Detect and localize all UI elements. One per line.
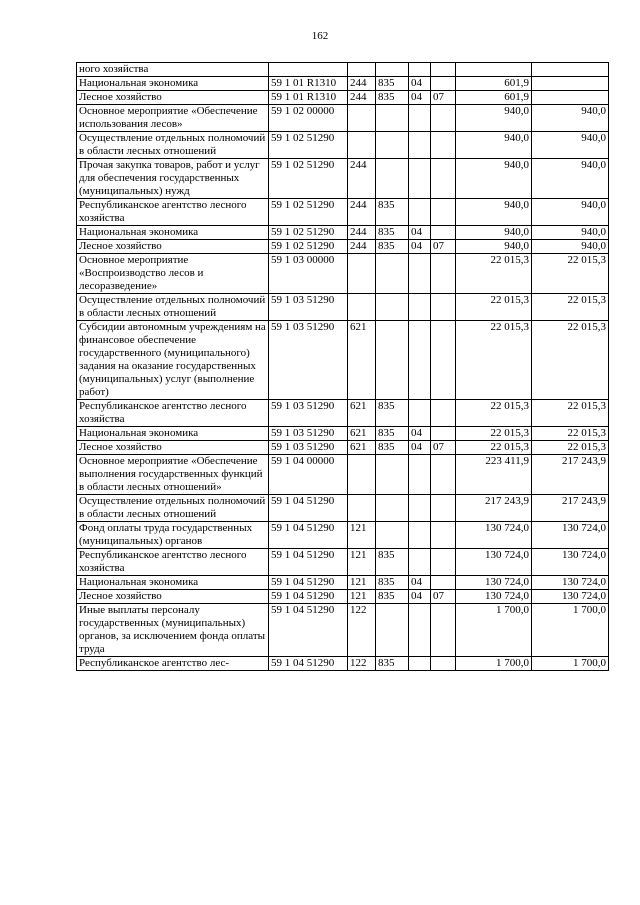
cell-subsection	[431, 294, 456, 321]
cell-name: Субсидии автономным учреждениям на финансовое обеспечение государственного (муниципального) задания на оказание государственных (муниципальных) услуг (выполнение работ)	[77, 321, 269, 400]
cell-department: 835	[376, 400, 409, 427]
cell-target-code: 59 1 02 51290	[269, 159, 348, 199]
cell-expense-type: 621	[348, 400, 376, 427]
cell-section	[409, 604, 431, 657]
cell-target-code: 59 1 02 51290	[269, 199, 348, 226]
cell-department: 835	[376, 77, 409, 91]
cell-name: Национальная экономика	[77, 77, 269, 91]
cell-name: Республиканское агентство лесного хозяйства	[77, 199, 269, 226]
cell-section	[409, 294, 431, 321]
table-row	[77, 590, 609, 604]
cell-name: Национальная экономика	[77, 576, 269, 590]
cell-section: 04	[409, 226, 431, 240]
cell-subsection	[431, 427, 456, 441]
cell-subsection	[431, 226, 456, 240]
cell-department: 835	[376, 91, 409, 105]
cell-expense-type: 122	[348, 657, 376, 671]
cell-expense-type	[348, 495, 376, 522]
table-row	[77, 77, 609, 91]
cell-amount-1: 22 015,3	[456, 321, 532, 400]
cell-name: Национальная экономика	[77, 226, 269, 240]
table-row	[77, 240, 609, 254]
cell-amount-1: 940,0	[456, 226, 532, 240]
cell-amount-2: 22 015,3	[532, 400, 609, 427]
cell-target-code: 59 1 04 51290	[269, 590, 348, 604]
cell-amount-2: 940,0	[532, 240, 609, 254]
table-row	[77, 604, 609, 657]
table-row	[77, 321, 609, 400]
cell-expense-type: 121	[348, 549, 376, 576]
cell-subsection: 07	[431, 441, 456, 455]
cell-amount-2	[532, 63, 609, 77]
cell-department: 835	[376, 199, 409, 226]
cell-section	[409, 549, 431, 576]
cell-subsection	[431, 400, 456, 427]
table-row	[77, 657, 609, 671]
cell-amount-1: 130 724,0	[456, 590, 532, 604]
cell-name: Осуществление отдельных полномочий в области лесных отношений	[77, 294, 269, 321]
cell-name: Республиканское агентство лесного хозяйства	[77, 549, 269, 576]
cell-target-code: 59 1 02 51290	[269, 240, 348, 254]
cell-subsection: 07	[431, 91, 456, 105]
cell-department	[376, 294, 409, 321]
cell-name: Фонд оплаты труда государственных (муниципальных) органов	[77, 522, 269, 549]
cell-department: 835	[376, 590, 409, 604]
table-row	[77, 226, 609, 240]
cell-target-code: 59 1 03 51290	[269, 427, 348, 441]
cell-amount-1: 130 724,0	[456, 549, 532, 576]
cell-section: 04	[409, 240, 431, 254]
cell-department	[376, 159, 409, 199]
cell-subsection	[431, 576, 456, 590]
cell-section	[409, 657, 431, 671]
cell-amount-2: 130 724,0	[532, 549, 609, 576]
cell-section	[409, 199, 431, 226]
cell-target-code: 59 1 04 51290	[269, 657, 348, 671]
table-row	[77, 495, 609, 522]
cell-name: Лесное хозяйство	[77, 590, 269, 604]
cell-amount-2: 1 700,0	[532, 657, 609, 671]
cell-amount-1: 940,0	[456, 240, 532, 254]
cell-target-code: 59 1 03 51290	[269, 441, 348, 455]
cell-section	[409, 455, 431, 495]
cell-section	[409, 159, 431, 199]
cell-target-code: 59 1 04 00000	[269, 455, 348, 495]
cell-expense-type: 244	[348, 199, 376, 226]
cell-section: 04	[409, 590, 431, 604]
cell-amount-2: 130 724,0	[532, 576, 609, 590]
cell-name: Осуществление отдельных полномочий в области лесных отношений	[77, 495, 269, 522]
cell-subsection	[431, 657, 456, 671]
cell-target-code: 59 1 02 51290	[269, 226, 348, 240]
cell-department	[376, 132, 409, 159]
cell-amount-2: 22 015,3	[532, 254, 609, 294]
cell-target-code: 59 1 04 51290	[269, 549, 348, 576]
cell-expense-type: 621	[348, 427, 376, 441]
cell-subsection	[431, 495, 456, 522]
cell-department: 835	[376, 226, 409, 240]
cell-expense-type: 121	[348, 522, 376, 549]
cell-amount-1: 940,0	[456, 159, 532, 199]
cell-expense-type	[348, 132, 376, 159]
cell-name: Основное мероприятие «Воспроизводство лесов и лесоразведение»	[77, 254, 269, 294]
cell-name: Республиканское агентство лесного хозяйства	[77, 400, 269, 427]
cell-subsection	[431, 132, 456, 159]
cell-department: 835	[376, 549, 409, 576]
cell-target-code: 59 1 03 51290	[269, 321, 348, 400]
table-row	[77, 427, 609, 441]
cell-target-code: 59 1 02 51290	[269, 132, 348, 159]
table-row	[77, 132, 609, 159]
cell-expense-type: 244	[348, 159, 376, 199]
cell-name: Республиканское агентство лес-	[77, 657, 269, 671]
cell-department	[376, 455, 409, 495]
cell-name: Прочая закупка товаров, работ и услуг для обеспечения государственных (муниципальных) нужд	[77, 159, 269, 199]
cell-amount-1: 601,9	[456, 91, 532, 105]
cell-amount-2: 940,0	[532, 159, 609, 199]
cell-amount-1: 22 015,3	[456, 400, 532, 427]
cell-target-code: 59 1 04 51290	[269, 604, 348, 657]
cell-expense-type: 122	[348, 604, 376, 657]
cell-amount-2: 130 724,0	[532, 590, 609, 604]
cell-amount-1: 130 724,0	[456, 522, 532, 549]
cell-subsection	[431, 549, 456, 576]
cell-name: Иные выплаты персоналу государственных (муниципальных) органов, за исключением фонда оплаты труда	[77, 604, 269, 657]
cell-expense-type: 621	[348, 321, 376, 400]
cell-target-code: 59 1 04 51290	[269, 495, 348, 522]
cell-expense-type	[348, 63, 376, 77]
cell-name: Основное мероприятие «Обеспечение выполнения государственных функций в области лесных отношений»	[77, 455, 269, 495]
cell-amount-1: 22 015,3	[456, 427, 532, 441]
cell-section: 04	[409, 91, 431, 105]
cell-target-code: 59 1 04 51290	[269, 576, 348, 590]
cell-department: 835	[376, 576, 409, 590]
cell-amount-2: 1 700,0	[532, 604, 609, 657]
cell-amount-2: 22 015,3	[532, 427, 609, 441]
cell-target-code: 59 1 02 00000	[269, 105, 348, 132]
cell-amount-2: 22 015,3	[532, 441, 609, 455]
cell-amount-2	[532, 77, 609, 91]
cell-section: 04	[409, 427, 431, 441]
cell-subsection	[431, 63, 456, 77]
cell-expense-type: 244	[348, 226, 376, 240]
cell-amount-2	[532, 91, 609, 105]
cell-expense-type: 621	[348, 441, 376, 455]
cell-amount-1: 940,0	[456, 132, 532, 159]
cell-subsection	[431, 77, 456, 91]
table-row	[77, 522, 609, 549]
budget-table	[76, 62, 609, 671]
table-row	[77, 105, 609, 132]
cell-subsection	[431, 199, 456, 226]
table-row	[77, 63, 609, 77]
cell-expense-type: 244	[348, 91, 376, 105]
cell-amount-2: 130 724,0	[532, 522, 609, 549]
cell-amount-2: 940,0	[532, 105, 609, 132]
cell-amount-1: 22 015,3	[456, 254, 532, 294]
cell-amount-2: 940,0	[532, 226, 609, 240]
cell-department: 835	[376, 441, 409, 455]
cell-section	[409, 132, 431, 159]
cell-section	[409, 254, 431, 294]
cell-target-code: 59 1 04 51290	[269, 522, 348, 549]
cell-expense-type	[348, 455, 376, 495]
cell-subsection: 07	[431, 590, 456, 604]
cell-target-code: 59 1 01 R1310	[269, 77, 348, 91]
table-row	[77, 441, 609, 455]
cell-department	[376, 254, 409, 294]
cell-amount-2: 22 015,3	[532, 321, 609, 400]
table-row	[77, 400, 609, 427]
cell-department	[376, 321, 409, 400]
page-number: 162	[311, 30, 329, 42]
cell-amount-1: 601,9	[456, 77, 532, 91]
cell-subsection	[431, 321, 456, 400]
cell-department	[376, 604, 409, 657]
cell-expense-type	[348, 254, 376, 294]
cell-department	[376, 495, 409, 522]
cell-subsection	[431, 455, 456, 495]
cell-subsection	[431, 105, 456, 132]
cell-department	[376, 63, 409, 77]
cell-name: Национальная экономика	[77, 427, 269, 441]
cell-subsection	[431, 522, 456, 549]
cell-amount-1: 223 411,9	[456, 455, 532, 495]
cell-name: ного хозяйства	[77, 63, 269, 77]
cell-department	[376, 522, 409, 549]
cell-target-code: 59 1 03 51290	[269, 294, 348, 321]
cell-section	[409, 495, 431, 522]
cell-expense-type	[348, 105, 376, 132]
cell-department: 835	[376, 657, 409, 671]
cell-amount-1: 940,0	[456, 105, 532, 132]
cell-subsection	[431, 254, 456, 294]
table-row	[77, 91, 609, 105]
cell-name: Лесное хозяйство	[77, 91, 269, 105]
cell-amount-2: 217 243,9	[532, 455, 609, 495]
cell-amount-1: 130 724,0	[456, 576, 532, 590]
table-row	[77, 199, 609, 226]
cell-amount-1	[456, 63, 532, 77]
cell-amount-2: 940,0	[532, 132, 609, 159]
cell-expense-type: 121	[348, 576, 376, 590]
cell-target-code: 59 1 03 51290	[269, 400, 348, 427]
cell-section	[409, 105, 431, 132]
table-body	[77, 63, 609, 671]
cell-section	[409, 400, 431, 427]
cell-target-code	[269, 63, 348, 77]
cell-name: Осуществление отдельных полномочий в области лесных отношений	[77, 132, 269, 159]
cell-amount-1: 1 700,0	[456, 604, 532, 657]
table-row	[77, 455, 609, 495]
cell-section	[409, 321, 431, 400]
cell-amount-1: 940,0	[456, 199, 532, 226]
cell-subsection	[431, 159, 456, 199]
cell-section	[409, 522, 431, 549]
cell-name: Лесное хозяйство	[77, 240, 269, 254]
table-row	[77, 549, 609, 576]
cell-expense-type: 244	[348, 240, 376, 254]
cell-name: Лесное хозяйство	[77, 441, 269, 455]
cell-amount-2: 940,0	[532, 199, 609, 226]
cell-department: 835	[376, 427, 409, 441]
table-row	[77, 576, 609, 590]
cell-amount-1: 1 700,0	[456, 657, 532, 671]
cell-section: 04	[409, 77, 431, 91]
cell-amount-2: 217 243,9	[532, 495, 609, 522]
cell-department	[376, 105, 409, 132]
cell-amount-1: 22 015,3	[456, 441, 532, 455]
cell-amount-1: 217 243,9	[456, 495, 532, 522]
cell-expense-type: 121	[348, 590, 376, 604]
cell-department: 835	[376, 240, 409, 254]
cell-subsection	[431, 604, 456, 657]
cell-amount-1: 22 015,3	[456, 294, 532, 321]
table-row	[77, 159, 609, 199]
cell-section: 04	[409, 441, 431, 455]
cell-name: Основное мероприятие «Обеспечение использования лесов»	[77, 105, 269, 132]
table-row	[77, 254, 609, 294]
cell-section	[409, 63, 431, 77]
cell-section: 04	[409, 576, 431, 590]
cell-amount-2: 22 015,3	[532, 294, 609, 321]
cell-expense-type	[348, 294, 376, 321]
table-row	[77, 294, 609, 321]
cell-subsection: 07	[431, 240, 456, 254]
cell-target-code: 59 1 03 00000	[269, 254, 348, 294]
cell-expense-type: 244	[348, 77, 376, 91]
cell-target-code: 59 1 01 R1310	[269, 91, 348, 105]
